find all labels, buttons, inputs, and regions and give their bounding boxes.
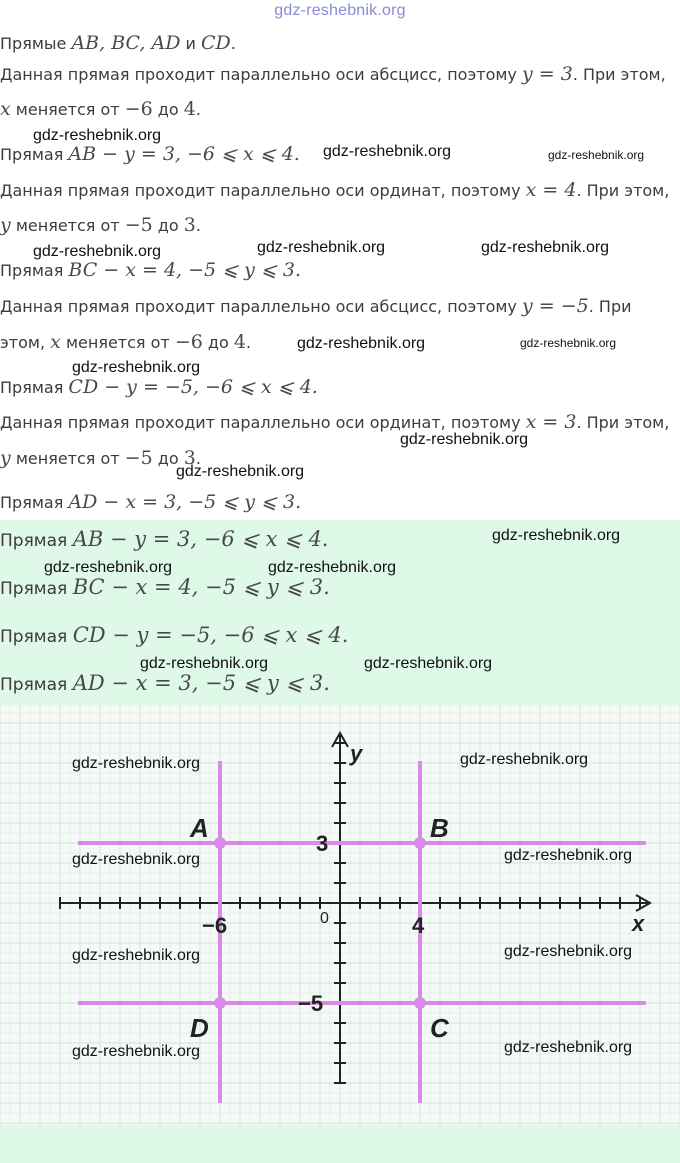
cd-desc-line-2 — [0, 331, 251, 353]
ab-result-math: AB − y = 3, −6 ⩽ x ⩽ 4. — [68, 143, 300, 165]
ab-desc-line-1 — [0, 63, 666, 85]
ab-desc-line-2 — [0, 98, 201, 120]
ab-desc1-end: . При этом, — [572, 65, 666, 84]
x-axis-label: x — [632, 911, 645, 936]
ad-to: 3 — [183, 447, 196, 469]
ab-result-line — [0, 143, 300, 165]
ab-desc1-math: y = 3 — [521, 63, 573, 85]
ab-from: −6 — [124, 98, 153, 120]
ad-var: y — [0, 447, 11, 469]
watermark[interactable]: gdz-reshebnik.org — [268, 559, 397, 576]
answer-line-ad — [0, 671, 330, 695]
point-label: A — [190, 813, 209, 843]
watermark[interactable]: gdz-reshebnik.org — [323, 143, 452, 160]
point-label: D — [190, 1013, 209, 1043]
x-tick-label: 4 — [412, 913, 425, 938]
cd-desc2-text: меняется от — [60, 333, 175, 352]
watermark[interactable]: gdz-reshebnik.org — [492, 527, 621, 544]
ad-desc-line-2 — [0, 447, 201, 469]
answer-label: Прямая — [0, 675, 73, 695]
watermark[interactable]: gdz-reshebnik.org — [504, 943, 633, 960]
cd-mid: до — [202, 333, 234, 352]
ab-result-label: Прямая — [0, 145, 69, 164]
watermark[interactable]: gdz-reshebnik.org — [257, 239, 386, 256]
bc-result-line — [0, 259, 301, 281]
watermark[interactable]: gdz-reshebnik.org — [44, 559, 173, 576]
ad-desc1: Данная прямая проходит параллельно оси ординат, поэтому — [0, 413, 526, 432]
answer-math: AD − x = 3, −5 ⩽ y ⩽ 3. — [72, 671, 330, 695]
watermark[interactable]: gdz-reshebnik.org — [297, 335, 426, 352]
cd-desc2-end: . — [245, 333, 252, 352]
bc-desc2-end: . — [195, 216, 201, 235]
cd-result-line — [0, 376, 318, 398]
cd-to: 4 — [233, 331, 246, 353]
origin-label: 0 — [320, 910, 329, 927]
answer-line-bc — [0, 575, 330, 599]
watermark[interactable]: gdz-reshebnik.org — [33, 127, 162, 144]
y-tick-label: 3 — [316, 831, 329, 856]
bc-desc2-text: меняется от — [10, 216, 125, 235]
ab-desc2-text: меняется от — [10, 100, 125, 119]
cd-desc1-end: . При — [588, 297, 632, 316]
answer-line-cd — [0, 623, 348, 647]
bc-result-label: Прямая — [0, 261, 69, 280]
ad-result-line — [0, 491, 301, 513]
intro-end: . — [230, 34, 236, 53]
bc-from: −5 — [124, 214, 153, 236]
labels — [189, 741, 645, 1043]
watermark[interactable]: gdz-reshebnik.org — [72, 851, 201, 868]
watermark[interactable]: gdz-reshebnik.org — [72, 359, 201, 376]
ab-to: 4 — [183, 98, 196, 120]
watermark[interactable]: gdz-reshebnik.org — [520, 336, 617, 350]
y-axis-label: y — [350, 741, 363, 766]
answer-label: Прямая — [0, 627, 73, 647]
answer-math: CD − y = −5, −6 ⩽ x ⩽ 4. — [72, 623, 349, 647]
point-marker — [214, 997, 226, 1009]
answer-math: AB − y = 3, −6 ⩽ x ⩽ 4. — [72, 527, 329, 551]
cd-result-label: Прямая — [0, 378, 69, 397]
cd-from: −6 — [174, 331, 203, 353]
x-tick-label: −6 — [202, 913, 228, 938]
bc-desc1: Данная прямая проходит параллельно оси ординат, поэтому — [0, 181, 526, 200]
cd-desc1-math: y = −5 — [521, 295, 589, 317]
ab-mid: до — [152, 100, 184, 119]
ad-desc2-text: меняется от — [10, 449, 125, 468]
answer-line-ab — [0, 527, 328, 551]
bc-var: y — [0, 214, 11, 236]
cd-var: x — [50, 331, 61, 353]
watermark[interactable]: gdz-reshebnik.org — [176, 463, 305, 480]
bc-mid: до — [152, 216, 184, 235]
axes — [60, 733, 650, 1083]
intro-line — [0, 32, 236, 54]
answer-math: BC − x = 4, −5 ⩽ y ⩽ 3. — [72, 575, 330, 599]
bc-desc1-end: . При этом, — [576, 181, 670, 200]
ad-from: −5 — [124, 447, 153, 469]
point-marker — [414, 837, 426, 849]
ad-result-label: Прямая — [0, 493, 69, 512]
bc-desc-line-2 — [0, 214, 201, 236]
bc-desc1-math: x = 4 — [525, 179, 577, 201]
point-label: B — [430, 813, 449, 843]
point-marker — [214, 837, 226, 849]
ab-desc1: Данная прямая проходит параллельно оси абсцисс, поэтому — [0, 65, 522, 84]
point-label: C — [430, 1013, 449, 1043]
ad-desc2-end: . — [195, 449, 201, 468]
header-watermark[interactable]: gdz-reshebnik.org — [274, 2, 406, 19]
intro-text: Прямые — [0, 34, 72, 53]
watermark[interactable]: gdz-reshebnik.org — [504, 847, 633, 864]
answer-block — [0, 520, 680, 705]
watermark[interactable]: gdz-reshebnik.org — [33, 243, 162, 260]
watermark[interactable]: gdz-reshebnik.org — [460, 751, 589, 768]
ab-desc2-end: . — [195, 100, 201, 119]
bottom-band — [0, 1125, 680, 1163]
ad-desc1-end: . При этом, — [576, 413, 670, 432]
cd-result-math: CD − y = −5, −6 ⩽ x ⩽ 4. — [68, 376, 318, 398]
watermark[interactable]: gdz-reshebnik.org — [72, 947, 201, 964]
bc-to: 3 — [183, 214, 196, 236]
y-tick-label: −5 — [298, 991, 324, 1016]
bc-desc-line-1 — [0, 179, 669, 201]
watermark[interactable]: gdz-reshebnik.org — [400, 431, 529, 448]
watermark[interactable]: gdz-reshebnik.org — [548, 148, 645, 162]
watermark[interactable]: gdz-reshebnik.org — [72, 1043, 201, 1060]
intro-math: AB, BC, AD — [71, 32, 181, 54]
intro-math2: CD — [201, 32, 231, 54]
point-marker — [414, 997, 426, 1009]
answer-label: Прямая — [0, 579, 73, 599]
cd-desc1: Данная прямая проходит параллельно оси абсцисс, поэтому — [0, 297, 522, 316]
cd-desc-line-1 — [0, 295, 632, 317]
ab-var: x — [0, 98, 11, 120]
bc-result-math: BC − x = 4, −5 ⩽ y ⩽ 3. — [68, 259, 302, 281]
ad-mid: до — [152, 449, 184, 468]
ad-desc1-math: x = 3 — [525, 411, 577, 433]
watermark[interactable]: gdz-reshebnik.org — [504, 1039, 633, 1056]
ad-result-math: AD − x = 3, −5 ⩽ y ⩽ 3. — [68, 491, 302, 513]
cd-desc2-pre: этом, — [0, 333, 51, 352]
watermark[interactable]: gdz-reshebnik.org — [72, 755, 201, 772]
watermark[interactable]: gdz-reshebnik.org — [140, 655, 269, 672]
ad-desc-line-1 — [0, 411, 669, 433]
watermark[interactable]: gdz-reshebnik.org — [481, 239, 610, 256]
intro-conj: и — [180, 34, 202, 53]
answer-label: Прямая — [0, 531, 73, 551]
watermark[interactable]: gdz-reshebnik.org — [364, 655, 493, 672]
